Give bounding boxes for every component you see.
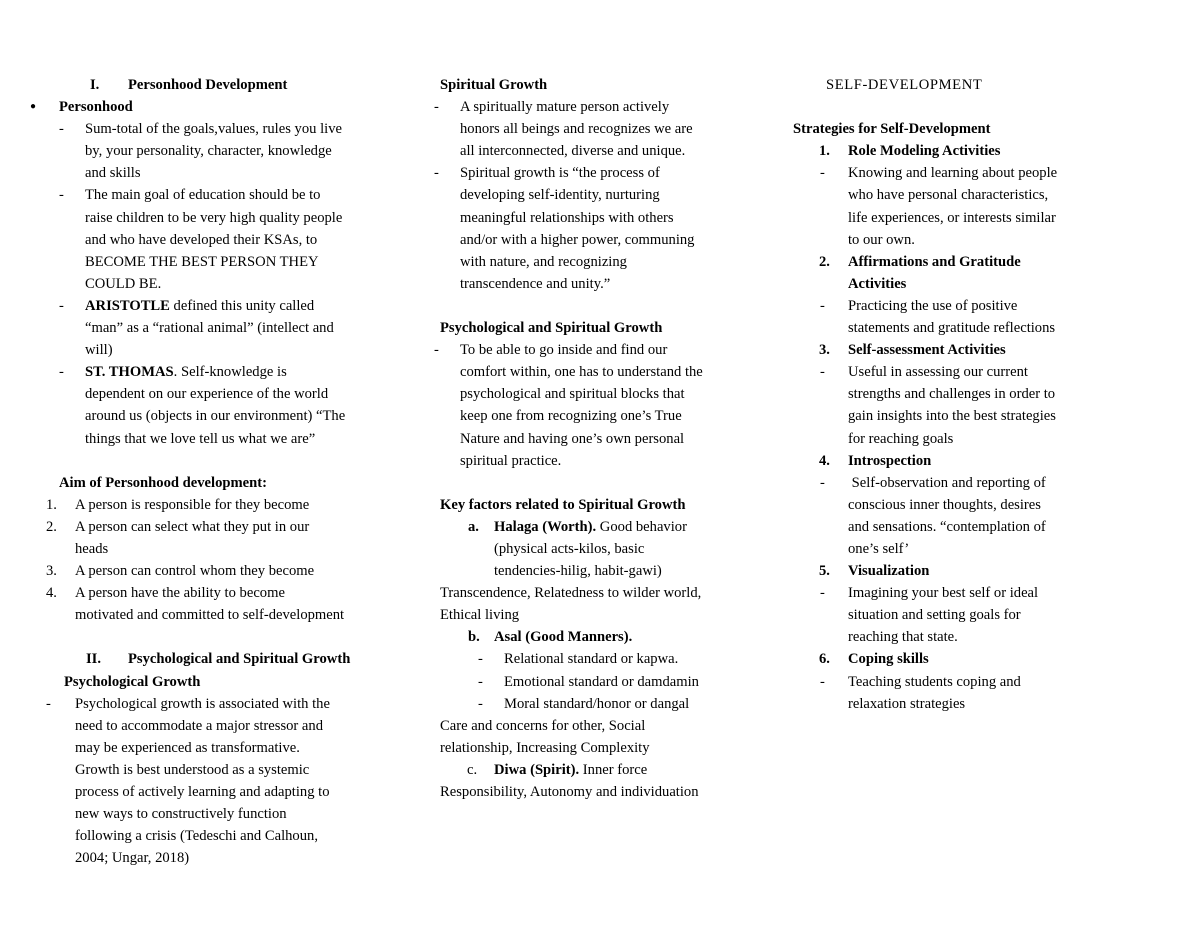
dash-marker: - <box>59 297 64 314</box>
aim-item-2: 2. A person can select what they put in our heads <box>46 518 310 557</box>
dash-marker: - <box>478 695 483 712</box>
dash-marker: - <box>820 297 825 314</box>
section-heading-1 <box>26 74 396 96</box>
factor-asal: b. Asal (Good Manners). <box>468 629 633 646</box>
personhood-heading: ● Personhood <box>26 96 396 118</box>
dash-marker: - <box>478 651 483 668</box>
personhood-point-2: - The main goal of education should be to raise children to be very high quality people and who have developed their KSAs, to BECOME THE BEST PERSON THEY COULD BE. <box>26 184 396 294</box>
aim-item-1: 1. A person is responsible for they become <box>46 496 310 513</box>
section-title: Personhood Development <box>128 77 288 93</box>
page-title: SELF-DEVELOPMENT <box>826 77 983 93</box>
strategy-coping-skills: 6. Coping skills - Teaching students coping and relaxation strategies <box>819 651 1021 712</box>
strategies-heading: Strategies for Self-Development <box>793 121 991 138</box>
dash-marker: - <box>820 585 825 602</box>
strategy-self-assessment: 3. Self-assessment Activities - Useful in assessing our current strengths and challenges in order to gain insights into the best strategies for reaching goals <box>819 342 1056 447</box>
psychological-growth-heading: Psychological Growth <box>64 673 201 690</box>
spiritual-point-1: - A spiritually mature person actively honors all beings and recognizes we are all interconnected, diverse and unique. <box>432 96 752 162</box>
aim-item-4: 4. A person have the ability to become motivated and committed to self-development <box>46 585 345 624</box>
aim-item-3: 3. A person can control whom they become <box>46 563 315 580</box>
factor-asal-note: Care and concerns for other, Social <box>440 717 646 734</box>
strategy-introspection: 4. Introspection - Self-observation and reporting of conscious inner thoughts, desires and sensations. “contemplation of one’s self’ <box>819 452 1046 557</box>
section-number: II. <box>86 651 102 668</box>
personhood-point-st-thomas: - ST. THOMAS. Self-knowledge is dependent on our experience of the world around us (objects in our environment) “The things that we love tell us what we are” <box>26 361 396 449</box>
aim-list <box>26 494 396 627</box>
list-item: - Relational standard or kapwa. <box>432 648 752 670</box>
aim-heading: Aim of Personhood development: <box>59 474 267 491</box>
strategy-affirmations: 2. Affirmations and Gratitude Activities - Practicing the use of positive statements and gratitude reflections <box>819 253 1056 337</box>
dash-marker: - <box>434 165 439 182</box>
dash-marker: - <box>59 121 64 138</box>
dash-marker: - <box>478 673 483 690</box>
dash-marker: - <box>434 99 439 116</box>
dash-marker: - <box>820 673 825 690</box>
section-number: I. <box>90 77 100 93</box>
psych-spiritual-heading: Psychological and Spiritual Growth <box>440 320 663 337</box>
spiritual-point-2: - Spiritual growth is “the process of developing self-identity, nurturing meaningful relationships with others and/or with a higher power, communing with nature, and recognizing transcendence and unity.” <box>432 162 752 295</box>
psychological-growth-point: - Psychological growth is associated with the need to accommodate a major stressor and may be experienced as transformative. Growth is best understood as a systemic process of actively learning and adapting to new ways to constructively function following a crisis (Tedeschi and Calhoun, 2004; Ungar, 2018) <box>26 693 396 870</box>
section-heading-2 <box>26 648 396 670</box>
psych-spiritual-point: - To be able to go inside and find our comfort within, one has to understand the psychological and spiritual blocks that keep one from recognizing one’s True Nature and having one’s own personal spiritual practice. <box>432 339 752 472</box>
dash-marker: - <box>434 342 439 359</box>
list-item: - Emotional standard or damdamin <box>432 671 752 693</box>
dash-marker: - <box>820 364 825 381</box>
dash-marker: - <box>59 187 64 204</box>
key-factors-heading: Key factors related to Spiritual Growth <box>440 496 686 513</box>
list-item: - Moral standard/honor or dangal <box>432 693 752 715</box>
dash-marker: - <box>820 474 825 491</box>
spiritual-growth-heading: Spiritual Growth <box>440 77 548 93</box>
strategy-role-modeling: 1. Role Modeling Activities - Knowing and learning about people who have personal characteristics, life experiences, or interests similar to our own. <box>819 143 1058 248</box>
column-spiritual-growth: Spiritual Growth - A spiritually mature person actively honors all beings and recognizes we are all interconnected, diverse and unique. - Spiritual growth is “the process of developing self-identity, nurturing meaningful relationships with others and/or with a higher power, communing with nature, and recognizing transcendence and unity.” Psychological and Spiritual Growth - To be able to go inside and find our comfort within, one has to understand the psychological and spiritual blocks that keep one from recognizing one’s True Nature and having one’s own personal spiritual practice. Key factors related to Spiritual Growth a. Halaga (Worth). Good behavior (physical acts-kilos, basic tendencies-hilig, habit-gawi) Transcendence, Relatedness to wilder world, Ethical living b. Asal (Good Manners). - Relational standard or kapwa. - Emotional standard or damdamin - Moral standard/honor or dangal Care and concerns for other, Social relationship, Increasing Complexity c. Diwa (Spirit). Inner force Responsibility, Autonomy and individuation <box>432 74 752 803</box>
factor-diwa: c. Diwa (Spirit). Inner force <box>467 761 648 778</box>
dash-marker: - <box>820 165 825 182</box>
personhood-point-1: - Sum-total of the goals,values, rules you live by, your personality, character, knowledge and skills <box>26 118 396 184</box>
column-personhood <box>26 74 396 869</box>
factor-diwa-note: Responsibility, Autonomy and individuation <box>440 784 699 800</box>
dash-marker: - <box>59 364 64 381</box>
personhood-point-aristotle: - ARISTOTLE defined this unity called “man” as a “rational animal” (intellect and will) <box>26 295 396 361</box>
bullet-icon: ● <box>30 101 37 113</box>
strategy-visualization: 5. Visualization - Imagining your best self or ideal situation and setting goals for reaching that state. <box>819 563 1039 646</box>
factor-halaga: a. Halaga (Worth). Good behavior (physical acts-kilos, basic tendencies-hilig, habit-gawi) <box>468 518 687 580</box>
dash-marker: - <box>46 695 51 712</box>
section-title: Psychological and Spiritual Growth <box>128 651 351 668</box>
asal-list <box>432 648 752 714</box>
column-self-development <box>788 74 1098 715</box>
factor-halaga-note: Transcendence, Relatedness to wilder world, <box>440 585 702 602</box>
